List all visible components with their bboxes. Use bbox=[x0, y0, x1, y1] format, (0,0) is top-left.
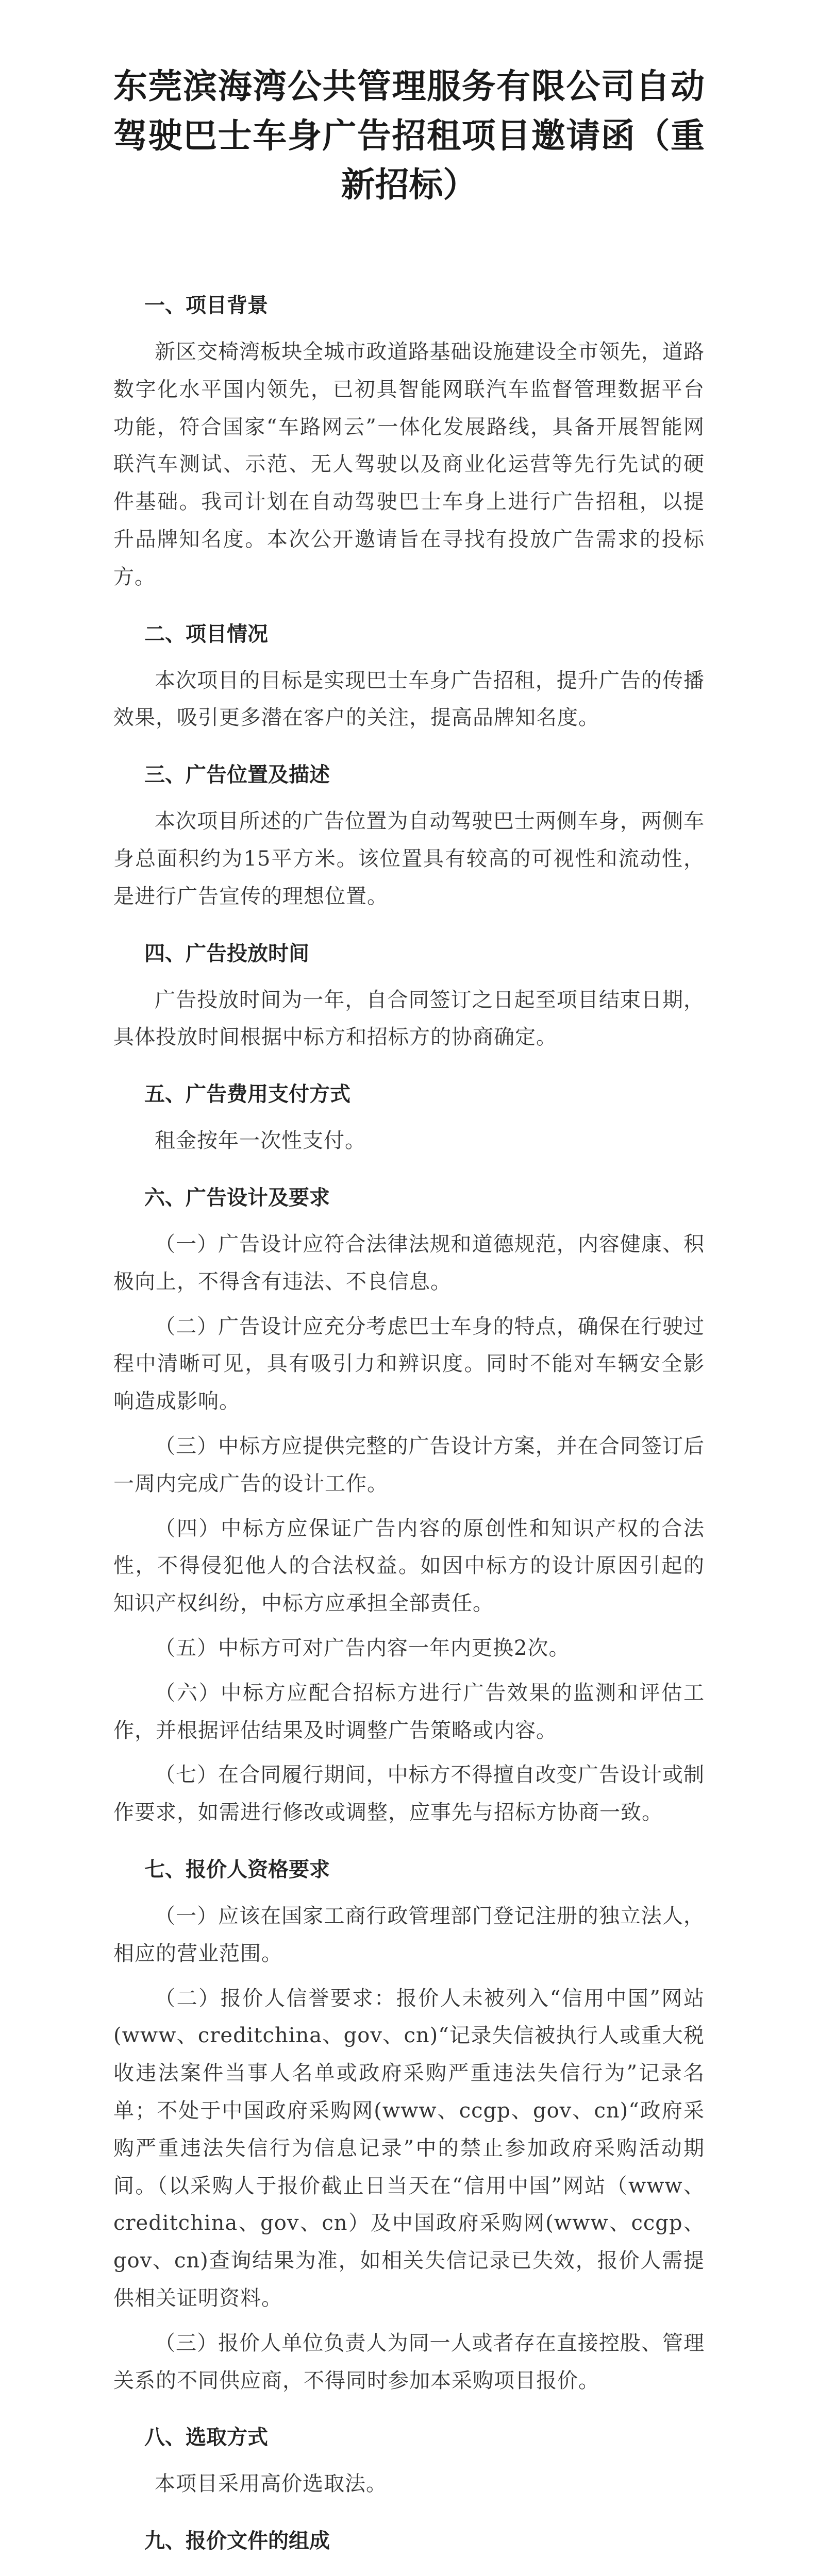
section-9 bbox=[113, 2522, 705, 2576]
list-item: （二）报价人信誉要求：报价人未被列入“信用中国”网站(www、creditchina、gov、cn)“记录失信被执行人或重大税收违法案件当事人名单或政府采购严重违法失信行为”记录名单；不处于中国政府采购网(www、ccgp、gov、cn)“政府采购严重违法失信行为信息记录”中的禁止参加政府采购活动期间。（以采购人于报价截止日当天在“信用中国”网站（www、creditchina、gov、cn）及中国政府采购网(www、ccgp、gov、cn)查询结果为准，如相关失信记录已失效，报价人需提供相关证明资料。 bbox=[113, 1986, 705, 2310]
section-8 bbox=[113, 2419, 705, 2503]
section-paragraph: 本次项目所述的广告位置为自动驾驶巴士两侧车身，两侧车身总面积约为15平方米。该位置具有较高的可视性和流动性，是进行广告宣传的理想位置。 bbox=[113, 809, 705, 908]
section-7 bbox=[113, 1851, 705, 2399]
section-4 bbox=[113, 935, 705, 1057]
list-item: （七）在合同履行期间，中标方不得擅自改变广告设计或制作要求，如需进行修改或调整，应事先与招标方协商一致。 bbox=[113, 1763, 705, 1825]
list-item: （三）中标方应提供完整的广告设计方案，并在合同签订后一周内完成广告的设计工作。 bbox=[113, 1434, 705, 1496]
section-heading: 四、广告投放时间 bbox=[144, 941, 309, 965]
list-item: （四）中标方应保证广告内容的原创性和知识产权的合法性，不得侵犯他人的合法权益。如因中标方的设计原因引起的知识产权纠纷，中标方应承担全部责任。 bbox=[113, 1516, 705, 1616]
list-item: （一）应该在国家工商行政管理部门登记注册的独立法人，相应的营业范围。 bbox=[113, 1904, 705, 1965]
list-item: （六）中标方应配合招标方进行广告效果的监测和评估工作，并根据评估结果及时调整广告策略或内容。 bbox=[113, 1681, 705, 1742]
list-item: （五）中标方可对广告内容一年内更换2次。 bbox=[155, 1636, 570, 1660]
section-paragraph: 租金按年一次性支付。 bbox=[155, 1129, 366, 1153]
section-2 bbox=[113, 616, 705, 737]
list-item: （三）报价人单位负责人为同一人或者存在直接控股、管理关系的不同供应商，不得同时参加本采购项目报价。 bbox=[113, 2331, 705, 2393]
section-paragraph: 新区交椅湾板块全城市政道路基础设施建设全市领先，道路数字化水平国内领先，已初具智能网联汽车监督管理数据平台功能，符合国家“车路网云”一体化发展路线，具备开展智能网联汽车测试、示范、无人驾驶以及商业化运营等先行先试的硬件基础。我司计划在自动驾驶巴士车身上进行广告招租，以提升品牌知名度。本次公开邀请旨在寻找有投放广告需求的投标方。 bbox=[113, 340, 705, 589]
section-paragraph: 本项目采用高价选取法。 bbox=[155, 2472, 387, 2496]
section-1 bbox=[113, 287, 705, 596]
section-paragraph: 本次项目的目标是实现巴士车身广告招租，提升广告的传播效果，吸引更多潜在客户的关注，提高品牌知名度。 bbox=[113, 668, 705, 730]
section-heading: 七、报价人资格要求 bbox=[144, 1857, 330, 1882]
document-title: 东莞滨海湾公共管理服务有限公司自动驾驶巴士车身广告招租项目邀请函（重新招标） bbox=[113, 66, 705, 205]
section-heading: 八、选取方式 bbox=[144, 2425, 268, 2450]
section-5 bbox=[113, 1076, 705, 1160]
section-heading: 一、项目背景 bbox=[144, 293, 268, 318]
list-item: （二）广告设计应充分考虑巴士车身的特点，确保在行驶过程中清晰可见，具有吸引力和辨识度。同时不能对车辆安全影响造成影响。 bbox=[113, 1314, 705, 1414]
section-heading: 三、广告位置及描述 bbox=[144, 762, 330, 787]
section-heading: 二、项目情况 bbox=[144, 621, 268, 646]
document-body bbox=[113, 287, 705, 2576]
section-paragraph: 广告投放时间为一年，自合同签订之日起至项目结束日期，具体投放时间根据中标方和招标方的协商确定。 bbox=[113, 988, 705, 1049]
section-heading: 六、广告设计及要求 bbox=[144, 1185, 330, 1210]
section-6 bbox=[113, 1179, 705, 1832]
list-item: （一）广告设计应符合法律法规和道德规范，内容健康、积极向上，不得含有违法、不良信息。 bbox=[113, 1232, 705, 1294]
list-item bbox=[113, 2569, 705, 2576]
section-3 bbox=[113, 756, 705, 915]
section-heading: 九、报价文件的组成 bbox=[144, 2529, 330, 2553]
section-heading: 五、广告费用支付方式 bbox=[144, 1082, 350, 1107]
